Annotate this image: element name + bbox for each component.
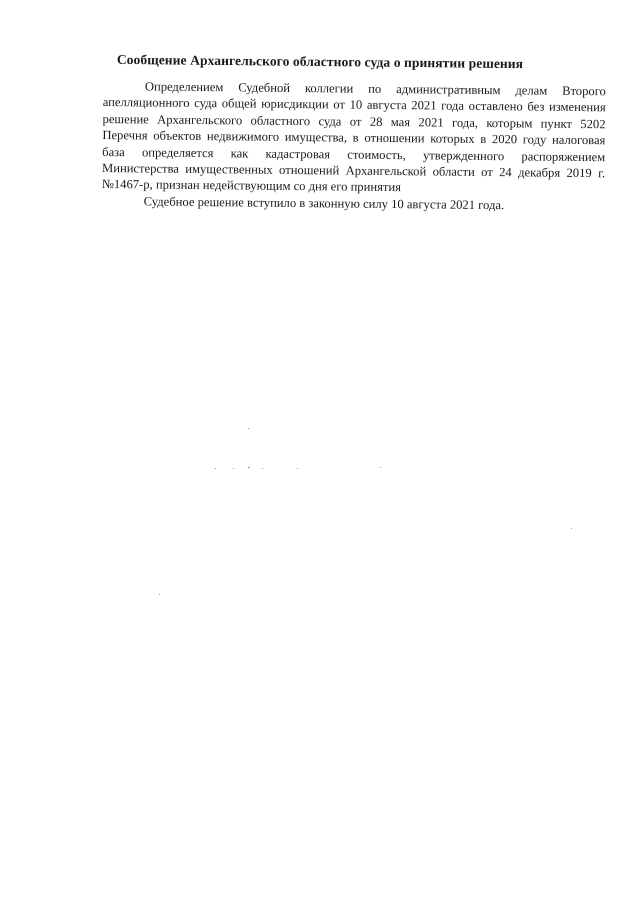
scan-artifact [262,468,263,469]
scan-artifact [159,594,160,595]
document-body [102,78,606,215]
paragraph1-line-7: №1467-р, признан недействующим со дня его принятия [101,177,402,195]
paragraph1-line-2: апелляционного суда общей юрисдикции от 10 августа 2021 года оставлено без изменения [102,95,606,115]
document-title: Сообщение Архангельского областного суда о принятии решения [116,51,524,72]
scan-artifact [215,468,216,469]
paragraph1-line-4: Перечня объектов недвижимого имущества, в отношении которых в 2020 году налоговая [102,128,606,148]
paragraph1-line-1: Определением Судебной коллегии по административным делам Второго [144,79,606,99]
scan-artifact [248,467,250,468]
scan-artifact [380,467,381,468]
scan-artifact [571,528,572,529]
paragraph1-line-6: Министерства имущественных отношений Архангельской области от 24 декабря 2019 г. [101,161,606,181]
paragraph2: Судебное решение вступило в законную силу 10 августа 2021 года. [143,194,505,213]
scan-artifact [297,468,298,469]
scan-artifact [233,468,234,469]
scan-artifact [248,428,249,429]
paragraph1-line-5: база определяется как кадастровая стоимость, утвержденного распоряжением [102,144,606,164]
paragraph1-line-3: решение Архангельского областного суда от 28 мая 2021 года, которым пункт 5202 [102,111,606,132]
